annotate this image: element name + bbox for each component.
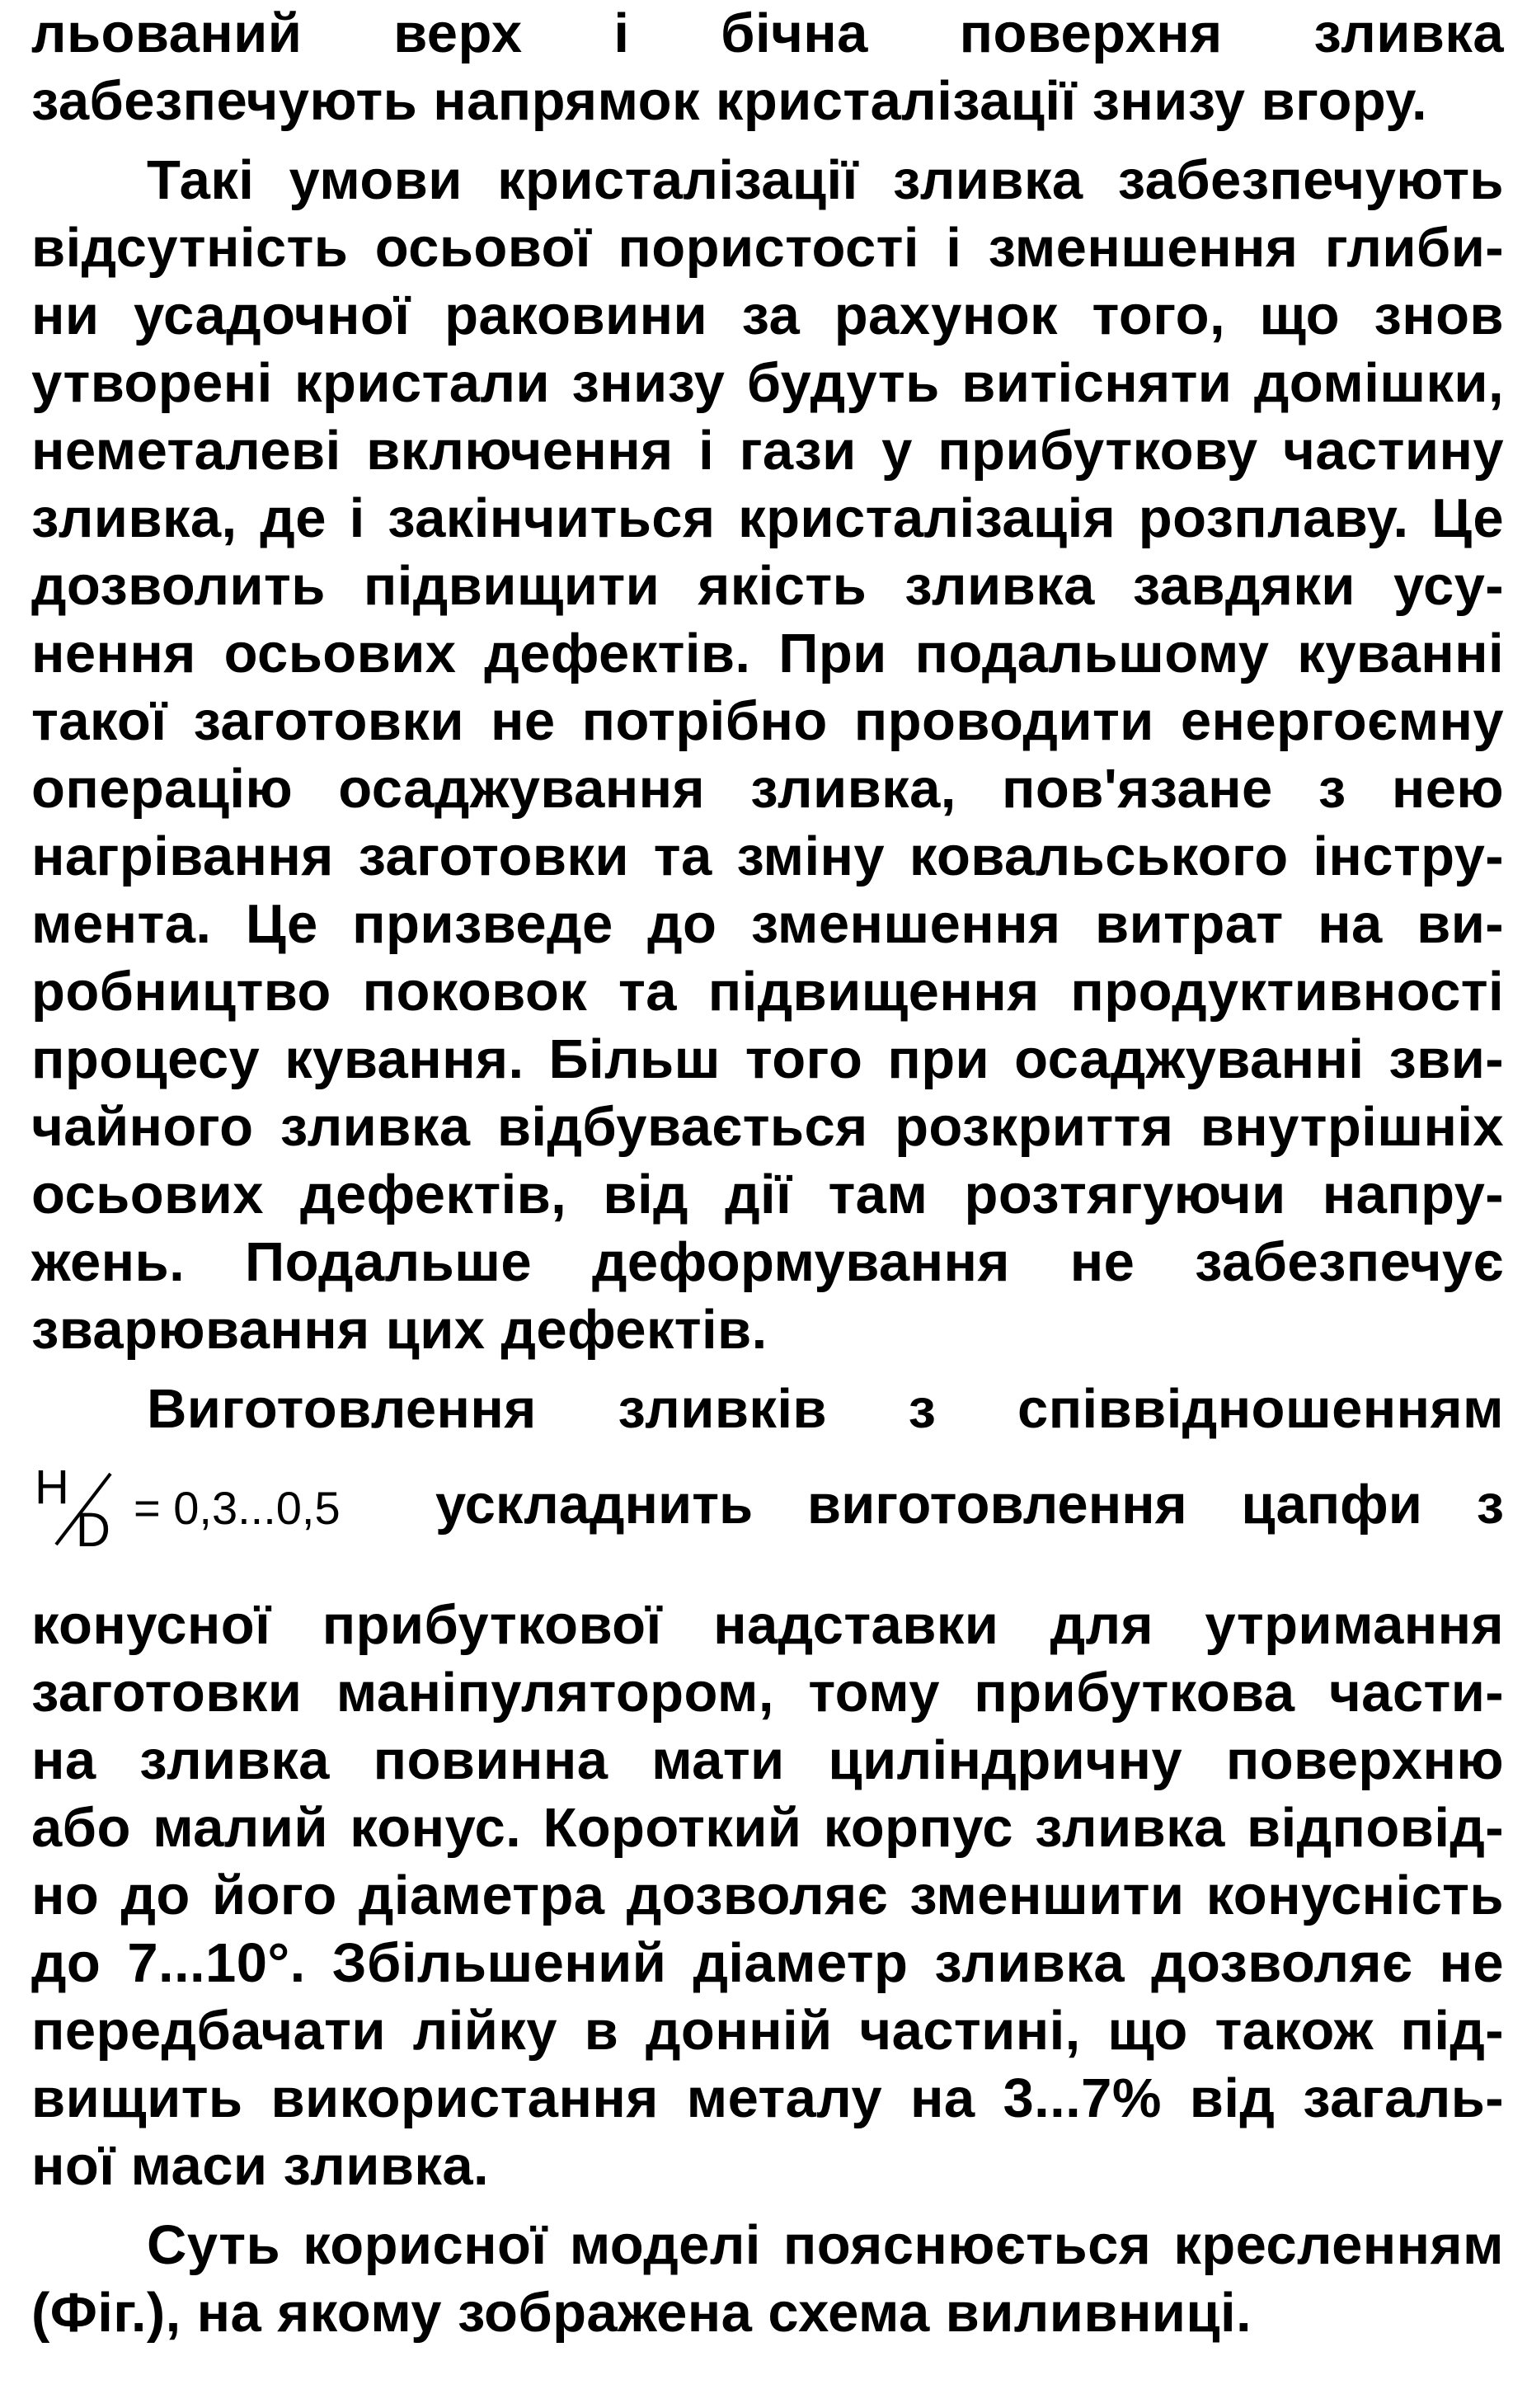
- text-line: відсутність осьової пористості і зменшення глиби-: [31, 217, 1504, 279]
- text-line: дозволить підвищити якість зливка завдяки усу-: [31, 555, 1504, 617]
- text-line: утворені кристали знизу будуть витісняти домішки,: [31, 352, 1504, 414]
- text-line: льований верх і бічна поверхня зливка: [31, 2, 1504, 64]
- ratio-fraction: [31, 1459, 130, 1558]
- formula-continuation: ускладнить виготовлення цапфи з: [435, 1474, 1504, 1536]
- paragraph-first-line: Такі умови кристалізації зливка забезпечують: [147, 149, 1504, 211]
- text-line: неметалеві включення і гази у прибуткову частину: [31, 420, 1504, 482]
- text-line: чайного зливка відбувається розкриття внутрішніх: [31, 1096, 1504, 1158]
- text-line: но до його діаметра дозволяє зменшити конусність: [31, 1865, 1504, 1926]
- text-line: на зливка повинна мати циліндричну поверхню: [31, 1729, 1504, 1791]
- text-line: нагрівання заготовки та зміну ковальського інстру-: [31, 825, 1504, 887]
- text-line: жень. Подальше деформування не забезпечує: [31, 1231, 1504, 1293]
- paragraph-first-line: Суть корисної моделі пояснюється кресленням: [147, 2214, 1504, 2276]
- text-line: зварювання цих дефектів.: [31, 1299, 768, 1361]
- text-line: осьових дефектів, від дії там розтягуючи напру-: [31, 1164, 1504, 1225]
- text-line: вищить використання металу на 3...7% від загаль-: [31, 2067, 1504, 2129]
- ratio-value: = 0,3...0,5: [134, 1482, 341, 1535]
- text-line: такої заготовки не потрібно проводити енергоємну: [31, 690, 1504, 752]
- text-line: процесу кування. Більш того при осаджуванні зви-: [31, 1028, 1504, 1090]
- formula-line: [31, 1443, 1504, 1567]
- text-line: (Фіг.), на якому зображена схема виливниці.: [31, 2282, 1252, 2344]
- fraction-denominator: D: [76, 1503, 110, 1558]
- text-line: робництво поковок та підвищення продуктивності: [31, 961, 1504, 1023]
- text-line: зливка, де і закінчиться кристалізація розплаву. Це: [31, 487, 1504, 549]
- text-line: операцію осаджування зливка, пов'язане з нею: [31, 758, 1504, 820]
- text-line: або малий конус. Короткий корпус зливка відповід-: [31, 1797, 1504, 1859]
- text-line: ної маси зливка.: [31, 2135, 490, 2197]
- fraction-numerator: H: [35, 1460, 69, 1515]
- paragraph-first-line: Виготовлення зливків з співвідношенням: [147, 1378, 1504, 1440]
- text-line: забезпечують напрямок кристалізації знизу вгору.: [31, 70, 1428, 132]
- text-line: передбачати лійку в донній частині, що також під-: [31, 2000, 1504, 2062]
- text-line: заготовки маніпулятором, тому прибуткова части-: [31, 1662, 1504, 1724]
- text-line: конусної прибуткової надставки для утримання: [31, 1594, 1504, 1656]
- text-line: до 7...10°. Збільшений діаметр зливка дозволяє не: [31, 1932, 1504, 1994]
- text-line: мента. Це призведе до зменшення витрат на ви-: [31, 893, 1504, 955]
- text-line: нення осьових дефектів. При подальшому куванні: [31, 623, 1504, 684]
- text-line: ни усадочної раковини за рахунок того, що знов: [31, 285, 1504, 346]
